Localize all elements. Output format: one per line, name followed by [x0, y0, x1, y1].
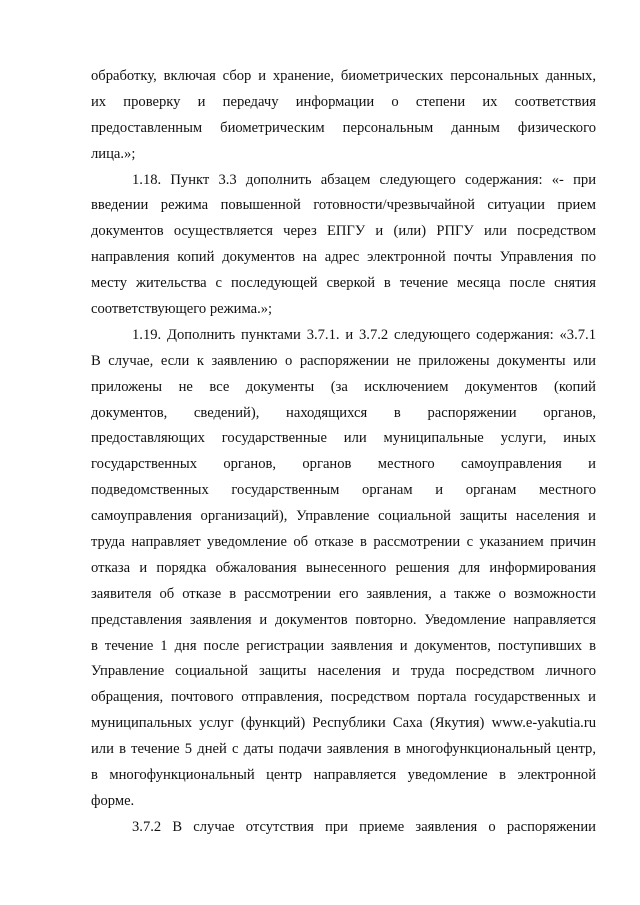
text-line: в многофункциональный центр направляется уведомление в электронной: [91, 767, 596, 784]
text-line: предоставленным биометрическим персональным данным физического: [91, 119, 596, 136]
paragraph-first-line: 1.19. Дополнить пунктами 3.7.1. и 3.7.2 следующего содержания: «3.7.1: [132, 326, 596, 343]
paragraph-first-line: 3.7.2 В случае отсутствия при приеме заявления о распоряжении: [132, 818, 596, 835]
text-line: Управление социальной защиты населения и труда посредством личного: [91, 663, 596, 680]
text-line: предоставляющих государственные или муниципальные услуги, иных: [91, 430, 596, 447]
text-line: введении режима повышенной готовности/чрезвычайной ситуации прием: [91, 197, 596, 214]
text-line: их проверку и передачу информации о степени их соответствия: [91, 93, 596, 110]
text-line: лица.»;: [91, 145, 136, 162]
text-line: обработку, включая сбор и хранение, биометрических персональных данных,: [91, 68, 596, 84]
text-line: подведомственных государственным органам и органам местного: [91, 482, 596, 499]
text-line: соответствующего режима.»;: [91, 301, 273, 318]
text-line: труда направляет уведомление об отказе в рассмотрении с указанием причин: [91, 534, 596, 551]
text-line: направления копий документов на адрес электронной почты Управления по: [91, 249, 596, 266]
text-line: муниципальных услуг (функций) Республики Саха (Якутия) www.e-yakutia.ru: [91, 715, 596, 732]
text-line: заявителя об отказе в рассмотрении его заявления, а также о возможности: [91, 585, 596, 602]
text-line: В случае, если к заявлению о распоряжении не приложены документы или: [91, 352, 596, 369]
text-line: приложены не все документы (за исключением документов (копий: [91, 378, 596, 395]
text-line: документов, сведений), находящихся в распоряжении органов,: [91, 404, 596, 421]
text-line: месту жительства с последующей сверкой в течение месяца после снятия: [91, 275, 596, 292]
text-line: в течение 1 дня после регистрации заявления и документов, поступивших в: [91, 637, 596, 654]
text-line: обращения, почтового отправления, посредством портала государственных и: [91, 689, 596, 706]
text-line: представления заявления и документов повторно. Уведомление направляется: [91, 611, 596, 628]
text-line: или в течение 5 дней с даты подачи заявления в многофункциональный центр,: [91, 741, 596, 758]
text-line: государственных органов, органов местного самоуправления и: [91, 456, 596, 473]
paragraph-first-line: 1.18. Пункт 3.3 дополнить абзацем следующего содержания: «- при: [132, 171, 596, 188]
text-line: документов осуществляется через ЕПГУ и (или) РПГУ или посредством: [91, 223, 596, 240]
text-line: отказа и порядка обжалования вынесенного решения для информирования: [91, 559, 596, 576]
text-line: самоуправления организаций), Управление социальной защиты населения и: [91, 508, 596, 525]
document-page: [91, 64, 596, 841]
text-line: форме.: [91, 792, 135, 809]
